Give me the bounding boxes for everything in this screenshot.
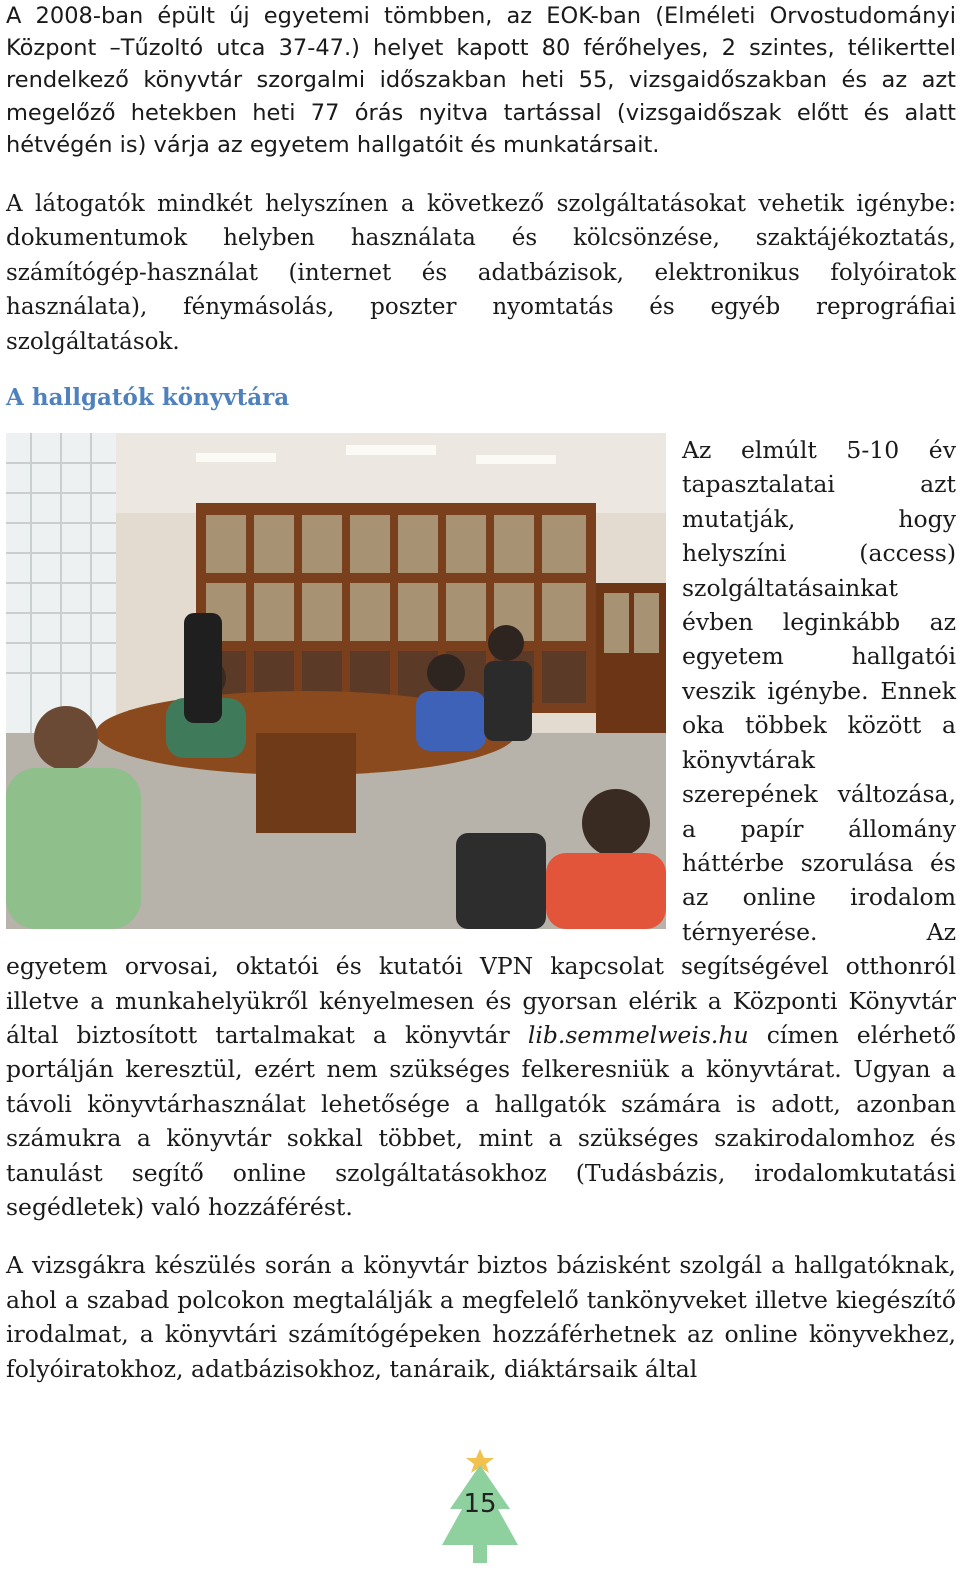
library-photo-illustration <box>6 433 666 929</box>
paragraph-exam-preparation: A vizsgákra készülés során a könyvtár biztos bázisként szolgál a hallgatóknak, ahol a szabad polcokon megtalálják a megfelelő tankönyveket illetve kiegészítő irodalmat, a könyvtári számítógépeken hozzáférhetnek az online könyvekhez, folyóiratokhoz, adatbázisokhoz, tanáraik, diáktársaik által <box>6 1251 956 1383</box>
page-number: 15 <box>463 1489 497 1519</box>
paragraph-student-library-text-1: Az elmúlt 5-10 év tapasztalatai azt mutatják, hogy helyszíni (access) szolgáltatásainkat évben leginkább az egyetem hallgatói veszik igénybe. Ennek oka többek között a könyvtárak szerepének változása, a papír állomány háttérbe szorulása és az online irodalom térnyerése. Az egyetem orvosai, oktatói és kutatói VPN kapcsolat segítségével otthonról illetve a munkahelyükről kényelmesen és gyorsan elérik a Központi Könyvtár által biztosított tartalmakat a könyvtár <box>6 436 956 1049</box>
paragraph-eok-library: A 2008-ban épült új egyetemi tömbben, az EOK-ban (Elméleti Orvostudományi Központ –Tűzoltó utca 37-47.) helyet kapott 80 férőhelyes, 2 szintes, télikerttel rendelkező könyvtár szorgalmi időszakban heti 55, vizsgaidőszakban és az azt megelőző hetekben heti 77 órás nyitva tartással (vizsgaidőszak előtt és alatt hétvégén is) várja az egyetem hallgatóit és munkatársait. <box>6 3 956 158</box>
section-heading: A hallgatók könyvtára <box>6 384 290 412</box>
paragraph-services: A látogatók mindkét helyszínen a következő szolgáltatásokat vehetik igénybe: dokumentumok helyben használata és kölcsönzése, szaktájékoztatás, számítógép-használat (internet és adatbázisok, elektronikus folyóiratok használata), fénymásolás, poszter nyomtatás és egyéb reprográfiai szolgáltatások. <box>6 191 956 355</box>
page-number-tree <box>440 1447 520 1565</box>
library-reading-room-photo <box>6 433 666 929</box>
paragraph-student-library-text-2: címen elérhető portálján keresztül, ezért nem szükséges felkeresniük a könyvtárat. Ugyan a távoli könyvtárhasználat lehetősége a hallgatók számára is adott, azonban számukra a könyvtár sokkal többet, mint a szükséges szakirodalomhoz és tanulást segítő online szolgáltatásokhoz (Tudásbázis, irodalomkutatási segédletek) való hozzáférést. <box>6 1020 956 1221</box>
library-portal-link[interactable]: lib.semmelweis.hu <box>527 1020 749 1049</box>
document-page <box>6 0 956 1386</box>
